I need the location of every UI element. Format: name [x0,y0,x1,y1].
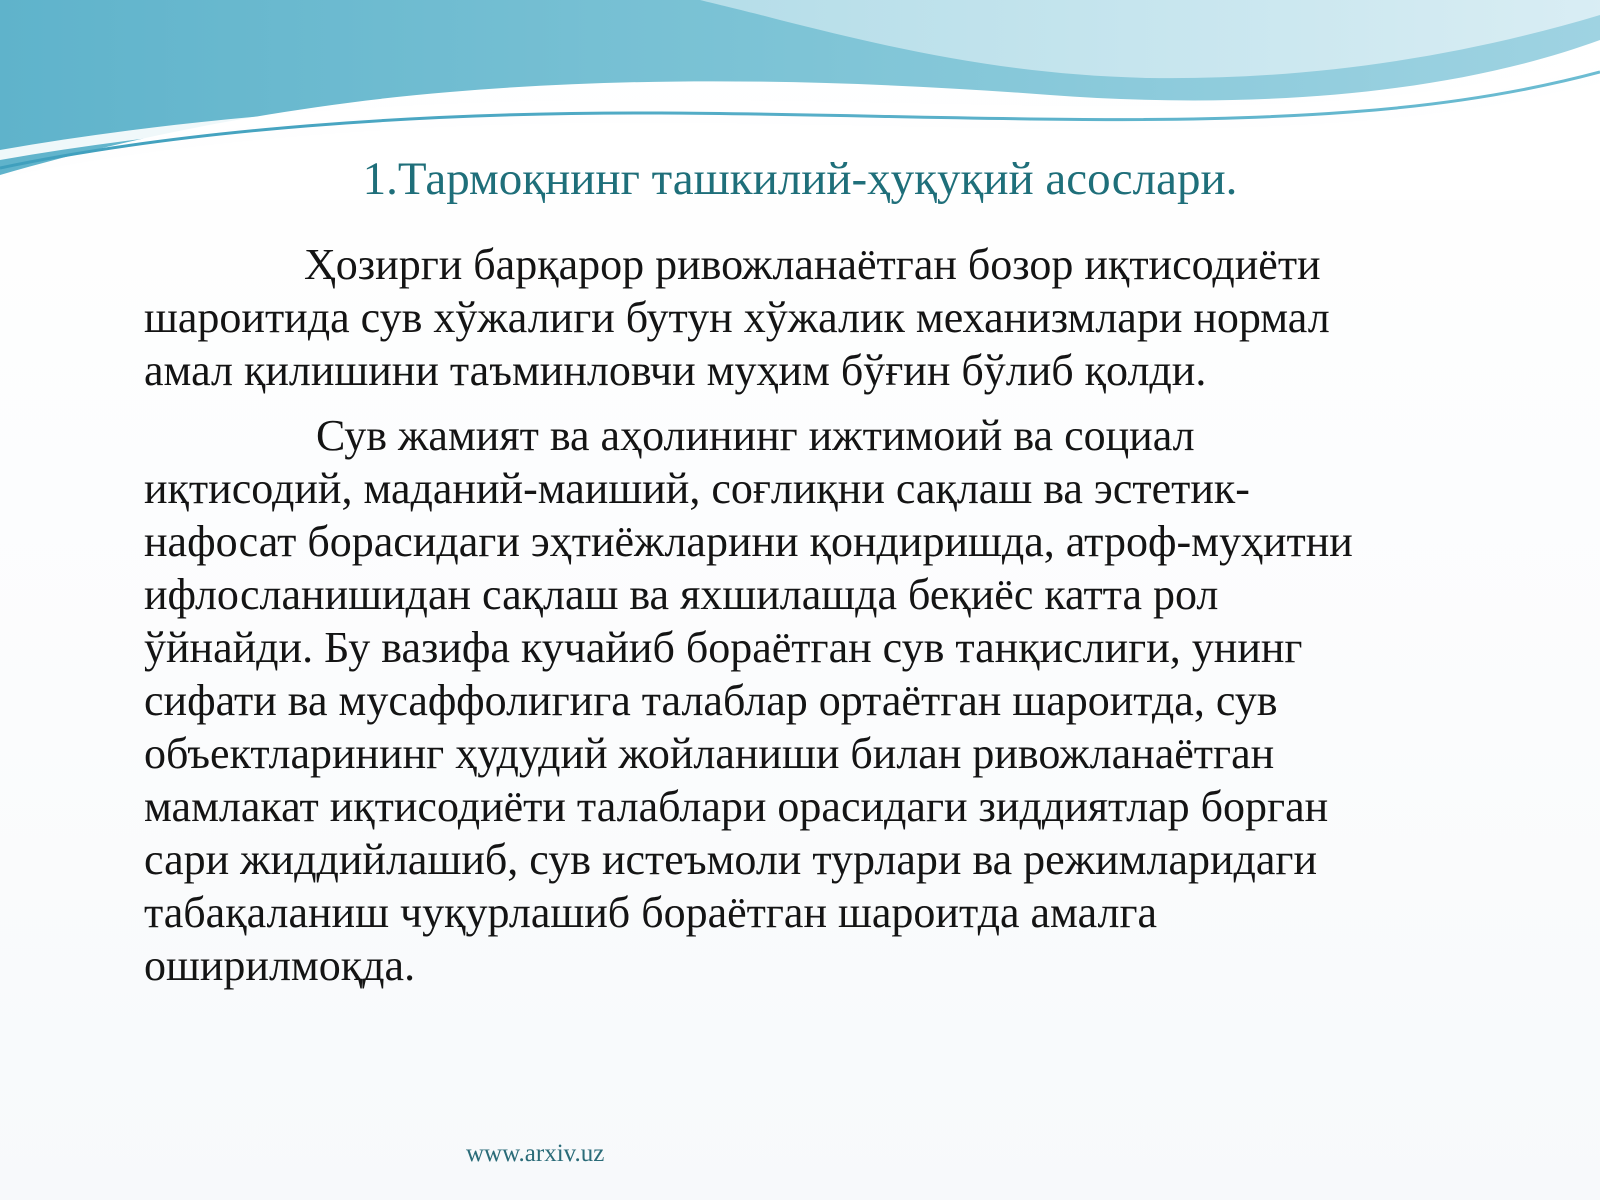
paragraph-line: нафосат борасидаги эҳтиёжларини қондиришда, атроф-муҳитни [144,517,1353,566]
paragraph-line: оширилмоқда. [144,941,416,990]
paragraph-1 [144,238,1514,397]
paragraph-line: ифлосланишидан сақлаш ва яхшилашда беқиёс катта рол [144,570,1219,619]
paragraph-line: амал қилишини таъминловчи муҳим бўғин бўлиб қолди. [144,346,1207,395]
paragraph-line: объектларининг ҳудудий жойланиши билан ривожланаётган [144,729,1275,778]
footer-url: www.arxiv.uz [466,1140,605,1167]
body-text [144,238,1514,992]
paragraph-line: сифати ва мусаффолигига талаблар ортаётган шароитда, сув [144,676,1278,725]
paragraph-line: мамлакат иқтисодиёти талаблари орасидаги зиддиятлар борган [144,782,1329,831]
paragraph-line: Ҳозирги барқарор ривожланаётган бозор иқтисодиёти [304,240,1321,289]
paragraph-line: ўйнайди. Бу вазифа кучайиб бораётган сув танқислиги, унинг [144,623,1303,672]
paragraph-line: иқтисодий, маданий-маиший, соғлиқни сақлаш ва эстетик- [144,464,1250,513]
paragraph-line: сари жиддийлашиб, сув истеъмоли турлари ва режимларидаги [144,835,1318,884]
paragraph-line: табақаланиш чуқурлашиб бораётган шароитда амалга [144,888,1158,937]
paragraph-2 [144,409,1514,992]
paragraph-line: Сув жамият ва аҳолининг ижтимоий ва социал [316,411,1195,460]
slide-title: 1.Тармоқнинг ташкилий-ҳуқуқий асослари. [362,153,1238,205]
paragraph-line: шароитида сув хўжалиги бутун хўжалик механизмлари нормал [144,293,1330,342]
